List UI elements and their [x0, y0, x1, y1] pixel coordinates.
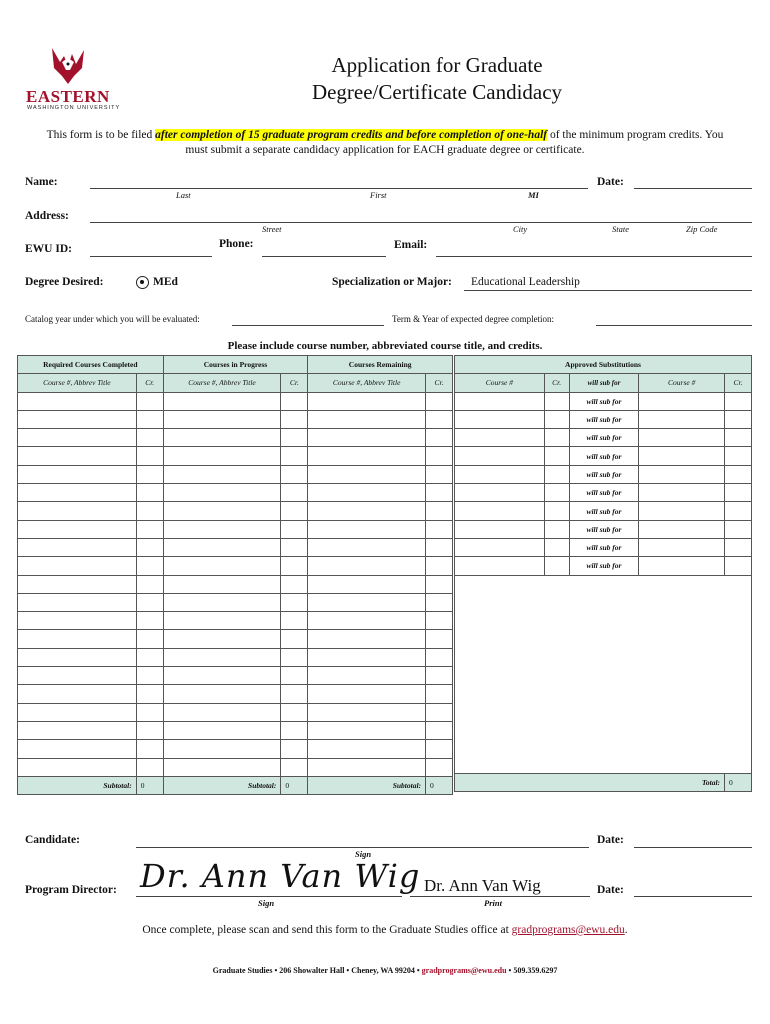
course-cell[interactable]	[18, 721, 137, 739]
city-caption: City	[513, 224, 528, 234]
course-cell[interactable]	[163, 520, 281, 538]
director-signature: Dr. Ann Van Wig	[140, 857, 421, 895]
course-cell[interactable]	[163, 667, 281, 685]
credit-cell[interactable]	[281, 410, 308, 428]
credit-cell[interactable]	[544, 557, 569, 575]
credit-cell[interactable]	[544, 484, 569, 502]
course-cell[interactable]	[163, 575, 281, 593]
course-cell[interactable]	[163, 465, 281, 483]
course-cell[interactable]	[639, 410, 725, 428]
course-cell[interactable]	[18, 685, 137, 703]
credit-cell[interactable]	[725, 484, 752, 502]
street-caption: Street	[262, 224, 282, 234]
submission-email-link[interactable]: gradprograms@ewu.edu	[511, 924, 625, 936]
credit-cell[interactable]	[281, 447, 308, 465]
credit-cell[interactable]	[426, 648, 453, 666]
subtotal-label: Subtotal:	[18, 776, 137, 794]
candidate-sign-field[interactable]	[136, 847, 589, 848]
course-cell[interactable]	[308, 667, 426, 685]
col-course-title: Course #, Abbrev Title	[18, 374, 137, 392]
intro-text	[35, 128, 735, 158]
will-sub-for-cell: will sub for	[569, 557, 639, 575]
course-cell[interactable]	[163, 410, 281, 428]
table-row	[18, 721, 453, 739]
course-cell[interactable]	[308, 721, 426, 739]
course-cell[interactable]	[163, 612, 281, 630]
will-sub-for-cell: will sub for	[569, 538, 639, 556]
title-line-2: Degree/Certificate Candidacy	[311, 80, 563, 104]
credit-cell[interactable]	[725, 520, 752, 538]
director-label: Program Director:	[25, 884, 117, 896]
course-cell[interactable]	[308, 465, 426, 483]
credit-cell[interactable]	[725, 392, 752, 410]
table-row	[18, 557, 453, 575]
credit-cell[interactable]	[281, 667, 308, 685]
credit-cell[interactable]	[281, 740, 308, 758]
table-row	[18, 392, 453, 410]
credit-cell[interactable]	[426, 557, 453, 575]
credit-cell[interactable]	[136, 520, 163, 538]
credit-cell[interactable]	[725, 447, 752, 465]
col-cr: Cr.	[725, 374, 752, 392]
course-cell[interactable]	[455, 557, 545, 575]
degree-radio[interactable]	[136, 276, 149, 289]
course-cell[interactable]	[163, 721, 281, 739]
credit-cell[interactable]	[136, 557, 163, 575]
course-cell[interactable]	[18, 447, 137, 465]
course-cell[interactable]	[455, 502, 545, 520]
credit-cell[interactable]	[426, 392, 453, 410]
submission-note-end: .	[624, 924, 628, 936]
term-field[interactable]	[596, 325, 752, 326]
logo-wordmark: EASTERN	[26, 87, 110, 106]
will-sub-for-cell: will sub for	[569, 484, 639, 502]
course-cell[interactable]	[163, 685, 281, 703]
courses-table	[17, 355, 453, 795]
substitutions-table	[454, 355, 752, 792]
course-cell[interactable]	[455, 484, 545, 502]
table-instruction: Please include course number, abbreviated course title, and credits.	[227, 340, 543, 352]
submission-note-text: Once complete, please scan and send this form to the Graduate Studies office at	[142, 924, 512, 936]
course-cell[interactable]	[308, 612, 426, 630]
course-cell[interactable]	[308, 392, 426, 410]
credit-cell[interactable]	[725, 502, 752, 520]
credit-cell[interactable]	[281, 685, 308, 703]
table-row	[18, 520, 453, 538]
intro-highlight: after completion of 15 graduate program credits and before completion of one-half	[155, 129, 548, 141]
candidate-sign-caption: Sign	[355, 849, 372, 859]
course-cell[interactable]	[18, 593, 137, 611]
director-sign-caption: Sign	[258, 898, 275, 908]
term-label: Term & Year of expected degree completion:	[392, 314, 555, 324]
course-cell[interactable]	[308, 703, 426, 721]
course-cell[interactable]	[163, 447, 281, 465]
credit-cell[interactable]	[426, 484, 453, 502]
credit-cell[interactable]	[281, 630, 308, 648]
col-course-title: Course #, Abbrev Title	[163, 374, 281, 392]
credit-cell[interactable]	[725, 410, 752, 428]
credit-cell[interactable]	[426, 612, 453, 630]
credit-cell[interactable]	[136, 410, 163, 428]
credit-cell[interactable]	[281, 575, 308, 593]
credit-cell[interactable]	[426, 429, 453, 447]
course-cell[interactable]	[18, 502, 137, 520]
course-cell[interactable]	[308, 758, 426, 776]
email-field[interactable]	[436, 256, 752, 257]
credit-cell[interactable]	[725, 465, 752, 483]
course-cell[interactable]	[639, 447, 725, 465]
credit-cell[interactable]	[281, 593, 308, 611]
credit-cell[interactable]	[281, 465, 308, 483]
table-row	[455, 520, 752, 538]
section-in-progress: Courses in Progress	[163, 356, 308, 374]
credit-cell[interactable]	[544, 447, 569, 465]
credit-cell[interactable]	[426, 538, 453, 556]
table-row	[18, 410, 453, 428]
course-cell[interactable]	[163, 484, 281, 502]
course-cell[interactable]	[455, 465, 545, 483]
table-row	[455, 465, 752, 483]
credit-cell[interactable]	[136, 758, 163, 776]
credit-cell[interactable]	[281, 538, 308, 556]
director-print-name: Dr. Ann Van Wig	[424, 876, 541, 895]
subtotal-label: Subtotal:	[308, 776, 426, 794]
course-cell[interactable]	[163, 392, 281, 410]
footer-address: Graduate Studies • 206 Showalter Hall • Cheney, WA 99204 •	[212, 966, 422, 975]
table-row	[455, 484, 752, 502]
form-title	[227, 52, 647, 106]
course-cell[interactable]	[163, 557, 281, 575]
credit-cell[interactable]	[281, 484, 308, 502]
director-print-field[interactable]	[410, 896, 590, 897]
course-cell[interactable]	[639, 538, 725, 556]
will-sub-for-cell: will sub for	[569, 410, 639, 428]
table-row	[18, 685, 453, 703]
course-cell[interactable]	[163, 593, 281, 611]
credit-cell[interactable]	[136, 630, 163, 648]
course-cell[interactable]	[18, 520, 137, 538]
course-cell[interactable]	[455, 520, 545, 538]
footer-email-link[interactable]: gradprograms@ewu.edu	[421, 966, 507, 975]
course-cell[interactable]	[18, 667, 137, 685]
credit-cell[interactable]	[281, 703, 308, 721]
credit-cell[interactable]	[426, 703, 453, 721]
course-cell[interactable]	[308, 520, 426, 538]
table-row	[18, 429, 453, 447]
credit-cell[interactable]	[281, 557, 308, 575]
credit-cell[interactable]	[136, 429, 163, 447]
candidate-label: Candidate:	[25, 834, 80, 846]
course-cell[interactable]	[308, 429, 426, 447]
credit-cell[interactable]	[544, 392, 569, 410]
director-print-caption: Print	[484, 898, 502, 908]
credit-cell[interactable]	[426, 575, 453, 593]
credit-cell[interactable]	[426, 502, 453, 520]
col-cr: Cr.	[136, 374, 163, 392]
credit-cell[interactable]	[136, 648, 163, 666]
name-field[interactable]	[90, 188, 588, 189]
table-row	[18, 447, 453, 465]
course-cell[interactable]	[308, 575, 426, 593]
col-cr: Cr.	[426, 374, 453, 392]
table-row	[18, 593, 453, 611]
course-cell[interactable]	[308, 648, 426, 666]
course-cell[interactable]	[308, 484, 426, 502]
will-sub-for-cell: will sub for	[569, 465, 639, 483]
course-cell[interactable]	[163, 502, 281, 520]
course-cell[interactable]	[308, 685, 426, 703]
phone-field[interactable]	[262, 256, 386, 257]
course-cell[interactable]	[18, 557, 137, 575]
credit-cell[interactable]	[426, 758, 453, 776]
credit-cell[interactable]	[426, 465, 453, 483]
credit-cell[interactable]	[136, 484, 163, 502]
credit-cell[interactable]	[281, 648, 308, 666]
catalog-label: Catalog year under which you will be evaluated:	[25, 314, 200, 324]
course-cell[interactable]	[18, 758, 137, 776]
table-row	[18, 740, 453, 758]
degree-label: Degree Desired:	[25, 276, 104, 288]
table-row	[18, 703, 453, 721]
course-cell[interactable]	[455, 410, 545, 428]
credit-cell[interactable]	[281, 612, 308, 630]
col-course-title: Course #, Abbrev Title	[308, 374, 426, 392]
course-cell[interactable]	[308, 630, 426, 648]
table-row	[455, 429, 752, 447]
course-cell[interactable]	[18, 538, 137, 556]
title-line-1: Application for Graduate	[331, 53, 543, 77]
address-field[interactable]	[90, 222, 752, 223]
course-cell[interactable]	[18, 740, 137, 758]
table-row	[455, 502, 752, 520]
table-row	[455, 557, 752, 575]
course-cell[interactable]	[639, 557, 725, 575]
subtotal-label: Subtotal:	[163, 776, 281, 794]
specialization-field[interactable]: Educational Leadership	[471, 276, 580, 288]
table-row	[455, 538, 752, 556]
date-label: Date:	[597, 176, 624, 188]
table-row	[455, 392, 752, 410]
credit-cell[interactable]	[544, 465, 569, 483]
subtotal-value: 0	[136, 776, 163, 794]
credit-cell[interactable]	[426, 740, 453, 758]
credit-cell[interactable]	[725, 429, 752, 447]
credit-cell[interactable]	[426, 410, 453, 428]
course-cell[interactable]	[18, 410, 137, 428]
will-sub-for-cell: will sub for	[569, 447, 639, 465]
table-row	[18, 630, 453, 648]
table-row	[18, 667, 453, 685]
credit-cell[interactable]	[426, 721, 453, 739]
logo-subtitle: WASHINGTON UNIVERSITY	[27, 105, 121, 111]
course-cell[interactable]	[639, 429, 725, 447]
course-cell[interactable]	[308, 557, 426, 575]
credit-cell[interactable]	[136, 575, 163, 593]
credit-cell[interactable]	[136, 593, 163, 611]
will-sub-for-cell: will sub for	[569, 502, 639, 520]
credit-cell[interactable]	[136, 740, 163, 758]
course-cell[interactable]	[639, 465, 725, 483]
mi-caption: MI	[528, 190, 539, 200]
course-cell[interactable]	[163, 703, 281, 721]
course-cell[interactable]	[308, 410, 426, 428]
credit-cell[interactable]	[136, 612, 163, 630]
course-cell[interactable]	[18, 703, 137, 721]
col-cr: Cr.	[281, 374, 308, 392]
ewu-id-label: EWU ID:	[25, 243, 72, 255]
specialization-label: Specialization or Major:	[332, 276, 452, 288]
ewu-id-field[interactable]	[90, 256, 212, 257]
director-sign-field[interactable]	[136, 896, 402, 897]
credit-cell[interactable]	[544, 410, 569, 428]
table-row	[18, 575, 453, 593]
credit-cell[interactable]	[544, 538, 569, 556]
course-cell[interactable]	[18, 429, 137, 447]
section-remaining: Courses Remaining	[308, 356, 453, 374]
credit-cell[interactable]	[281, 502, 308, 520]
candidate-date-field[interactable]	[634, 847, 752, 848]
col-cr: Cr.	[544, 374, 569, 392]
credit-cell[interactable]	[426, 593, 453, 611]
total-value: 0	[725, 773, 752, 791]
course-cell[interactable]	[163, 538, 281, 556]
course-cell[interactable]	[18, 630, 137, 648]
first-caption: First	[370, 190, 387, 200]
credit-cell[interactable]	[426, 520, 453, 538]
course-cell[interactable]	[18, 575, 137, 593]
substitutions-blank-area	[455, 575, 752, 773]
catalog-field[interactable]	[232, 325, 384, 326]
credit-cell[interactable]	[281, 758, 308, 776]
credit-cell[interactable]	[426, 667, 453, 685]
credit-cell[interactable]	[281, 392, 308, 410]
table-row	[18, 538, 453, 556]
eagle-logo-icon	[38, 44, 98, 88]
table-row	[455, 447, 752, 465]
col-course: Course #	[455, 374, 545, 392]
course-cell[interactable]	[455, 447, 545, 465]
will-sub-for-header: will sub for	[569, 374, 639, 392]
intro-post: of the minimum program credits. You must submit a separate candidacy application for EACH graduate degree or certificate.	[185, 129, 724, 156]
credit-cell[interactable]	[136, 465, 163, 483]
section-required: Required Courses Completed	[18, 356, 164, 374]
state-caption: State	[612, 224, 629, 234]
course-cell[interactable]	[18, 648, 137, 666]
credit-cell[interactable]	[544, 502, 569, 520]
course-cell[interactable]	[455, 429, 545, 447]
credit-cell[interactable]	[281, 429, 308, 447]
zip-caption: Zip Code	[686, 224, 718, 234]
course-cell[interactable]	[163, 648, 281, 666]
credit-cell[interactable]	[725, 557, 752, 575]
credit-cell[interactable]	[426, 685, 453, 703]
subtotal-value: 0	[426, 776, 453, 794]
name-label: Name:	[25, 176, 58, 188]
credit-cell[interactable]	[136, 685, 163, 703]
course-cell[interactable]	[163, 630, 281, 648]
total-label: Total:	[455, 773, 725, 791]
credit-cell[interactable]	[136, 703, 163, 721]
email-label: Email:	[394, 239, 428, 251]
credit-cell[interactable]	[136, 447, 163, 465]
phone-label: Phone:	[219, 238, 254, 250]
director-date-field[interactable]	[634, 896, 752, 897]
table-row	[455, 410, 752, 428]
credit-cell[interactable]	[281, 520, 308, 538]
director-date-label: Date:	[597, 884, 624, 896]
course-cell[interactable]	[308, 740, 426, 758]
course-cell[interactable]	[18, 612, 137, 630]
course-cell[interactable]	[639, 520, 725, 538]
course-cell[interactable]	[163, 429, 281, 447]
will-sub-for-cell: will sub for	[569, 520, 639, 538]
will-sub-for-cell: will sub for	[569, 392, 639, 410]
course-cell[interactable]	[639, 484, 725, 502]
candidate-date-label: Date:	[597, 834, 624, 846]
course-cell[interactable]	[18, 484, 137, 502]
table-row	[18, 484, 453, 502]
subtotal-value: 0	[281, 776, 308, 794]
course-cell[interactable]	[163, 758, 281, 776]
credit-cell[interactable]	[136, 721, 163, 739]
credit-cell[interactable]	[544, 520, 569, 538]
will-sub-for-cell: will sub for	[569, 429, 639, 447]
course-cell[interactable]	[163, 740, 281, 758]
page-footer	[35, 966, 735, 975]
course-cell[interactable]	[308, 502, 426, 520]
credit-cell[interactable]	[725, 538, 752, 556]
credit-cell[interactable]	[544, 429, 569, 447]
course-cell[interactable]	[308, 593, 426, 611]
credit-cell[interactable]	[136, 667, 163, 685]
credit-cell[interactable]	[426, 447, 453, 465]
degree-value: MEd	[153, 276, 178, 288]
course-cell[interactable]	[455, 538, 545, 556]
course-cell[interactable]	[455, 392, 545, 410]
address-label: Address:	[25, 210, 69, 222]
course-cell[interactable]	[639, 392, 725, 410]
course-cell[interactable]	[308, 447, 426, 465]
course-cell[interactable]	[308, 538, 426, 556]
last-caption: Last	[176, 190, 191, 200]
credit-cell[interactable]	[426, 630, 453, 648]
table-row	[18, 612, 453, 630]
course-cell[interactable]	[639, 502, 725, 520]
table-row	[18, 465, 453, 483]
course-cell[interactable]	[18, 465, 137, 483]
table-row	[18, 648, 453, 666]
date-field[interactable]	[634, 188, 752, 189]
footer-phone: • 509.359.6297	[506, 966, 558, 975]
specialization-underline	[464, 290, 752, 291]
intro-pre: This form is to be filed	[46, 129, 156, 141]
col-course: Course #	[639, 374, 725, 392]
submission-note	[35, 924, 735, 936]
credit-cell[interactable]	[136, 538, 163, 556]
credit-cell[interactable]	[281, 721, 308, 739]
section-substitutions: Approved Substitutions	[455, 356, 752, 374]
table-row	[18, 502, 453, 520]
table-row	[18, 758, 453, 776]
credit-cell[interactable]	[136, 392, 163, 410]
course-cell[interactable]	[18, 392, 137, 410]
credit-cell[interactable]	[136, 502, 163, 520]
